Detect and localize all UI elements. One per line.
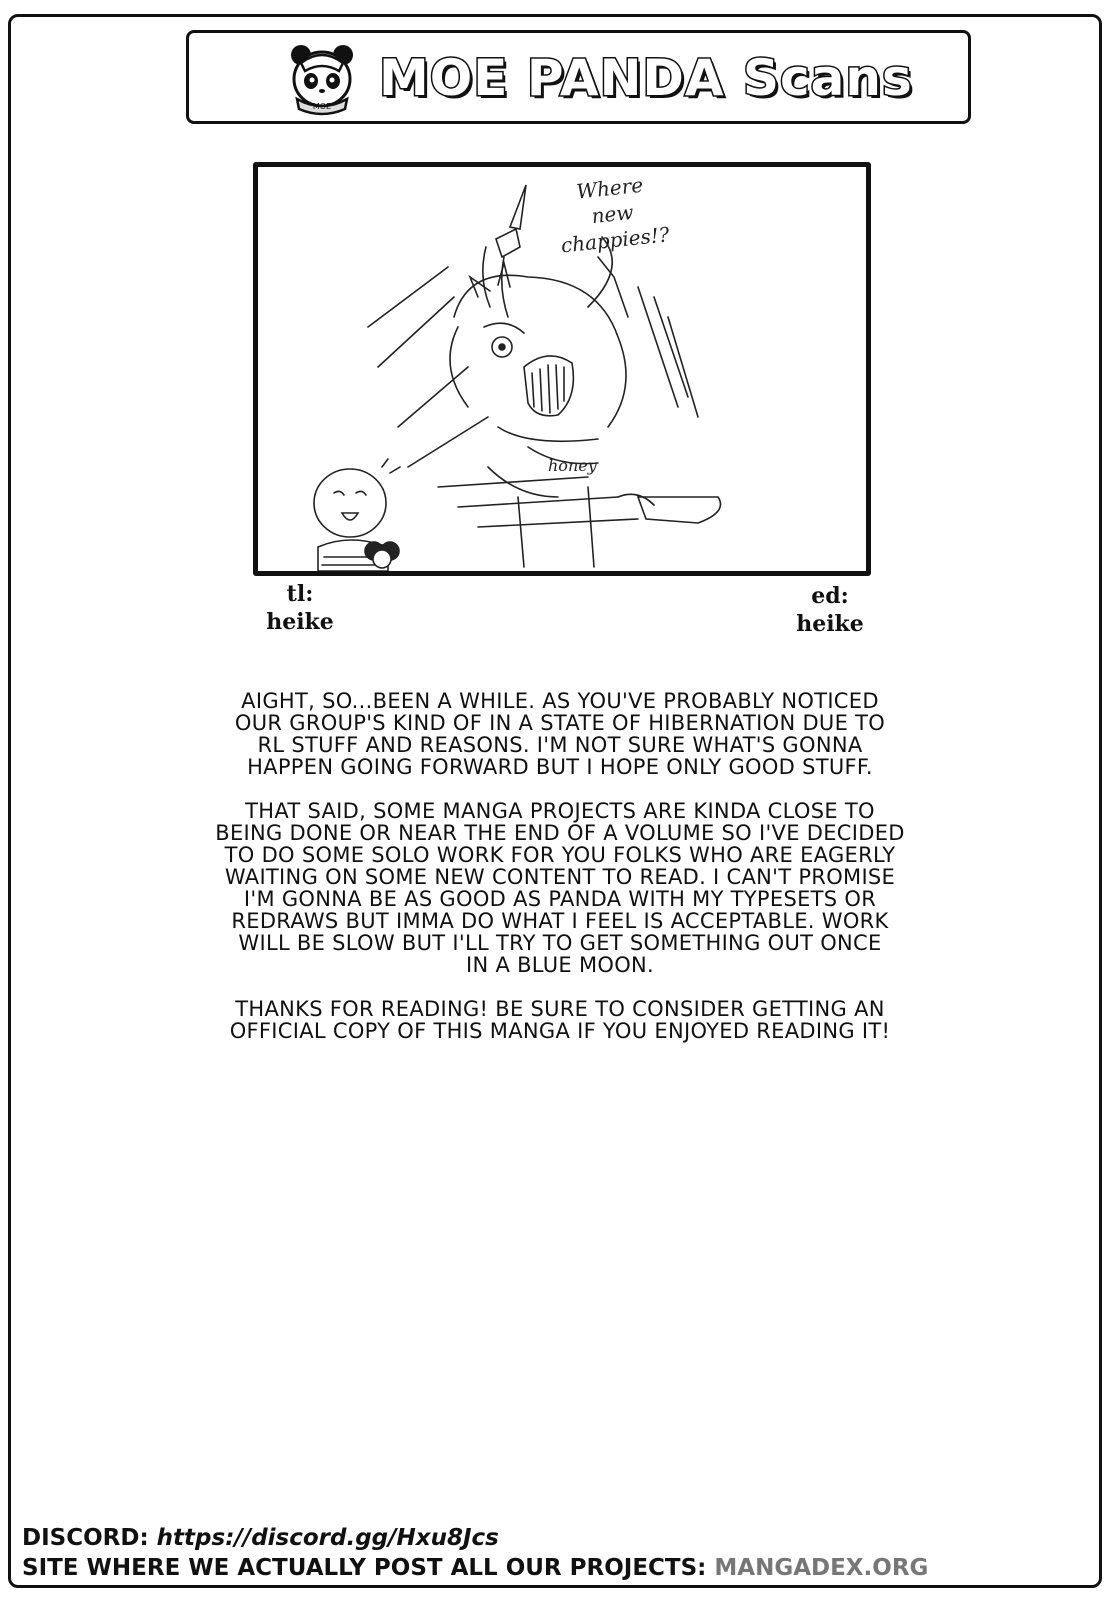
discord-row (22, 1523, 928, 1553)
svg-text:honey: honey (548, 456, 597, 475)
message-paragraph: THANKS FOR READING! BE SURE TO CONSIDER GETTING AN OFFICIAL COPY OF THIS MANGA IF YOU ENJOYED READING IT! (229, 997, 891, 1043)
message-paragraph: AIGHT, SO...BEEN A WHILE. AS YOU'VE PROBABLY NOTICED OUR GROUP'S KIND OF IN A STATE OF HIBERNATION DUE TO RL STUFF AND REASONS. I'M NOT SURE WHAT'S GONNA HAPPEN GOING FORWARD BUT I HOPE ONLY GOOD STUFF. (234, 689, 886, 779)
announcement-message (195, 690, 925, 1064)
illustration-panel (253, 162, 871, 576)
mangadex-link[interactable]: MANGADEX.ORG (714, 1555, 929, 1581)
site-label: SITE WHERE WE ACTUALLY POST ALL OUR PROJECTS: (22, 1555, 707, 1581)
group-title: MOE PANDA Scans (379, 49, 913, 107)
translator-credit (250, 580, 350, 636)
panda-logo-icon (287, 41, 357, 117)
speech-line: Where (575, 172, 645, 204)
svg-text:MOE: MOE (312, 102, 332, 111)
speech-line: new (590, 199, 635, 229)
editor-credit (780, 582, 880, 638)
speech-bubble-text (554, 170, 670, 259)
tl-label: tl: (286, 581, 314, 607)
ed-label: ed: (811, 583, 849, 609)
discord-link[interactable]: https://discord.gg/Hxu8Jcs (156, 1525, 499, 1551)
header-banner (186, 30, 971, 124)
ed-name: heike (796, 611, 864, 637)
footer-links (22, 1523, 928, 1583)
tl-name: heike (266, 609, 334, 635)
discord-label: DISCORD: (22, 1525, 149, 1551)
speech-line: chappies!? (559, 222, 671, 258)
message-paragraph: THAT SAID, SOME MANGA PROJECTS ARE KINDA CLOSE TO BEING DONE OR NEAR THE END OF A VOLUME SO I'VE DECIDED TO DO SOME SOLO WORK FOR YOU FOLKS WHO ARE EAGERLY WAITING ON SOME NEW CONTENT TO READ. I CAN'T PROMISE I'M GONNA BE AS GOOD AS PANDA WITH MY TYPESETS OR REDRAWS BUT IMMA DO WHAT I FEEL IS ACCEPTABLE. WORK WILL BE SLOW BUT I'LL TRY TO GET SOMETHING OUT ONCE IN A BLUE MOON. (215, 799, 905, 977)
site-row (22, 1553, 928, 1583)
